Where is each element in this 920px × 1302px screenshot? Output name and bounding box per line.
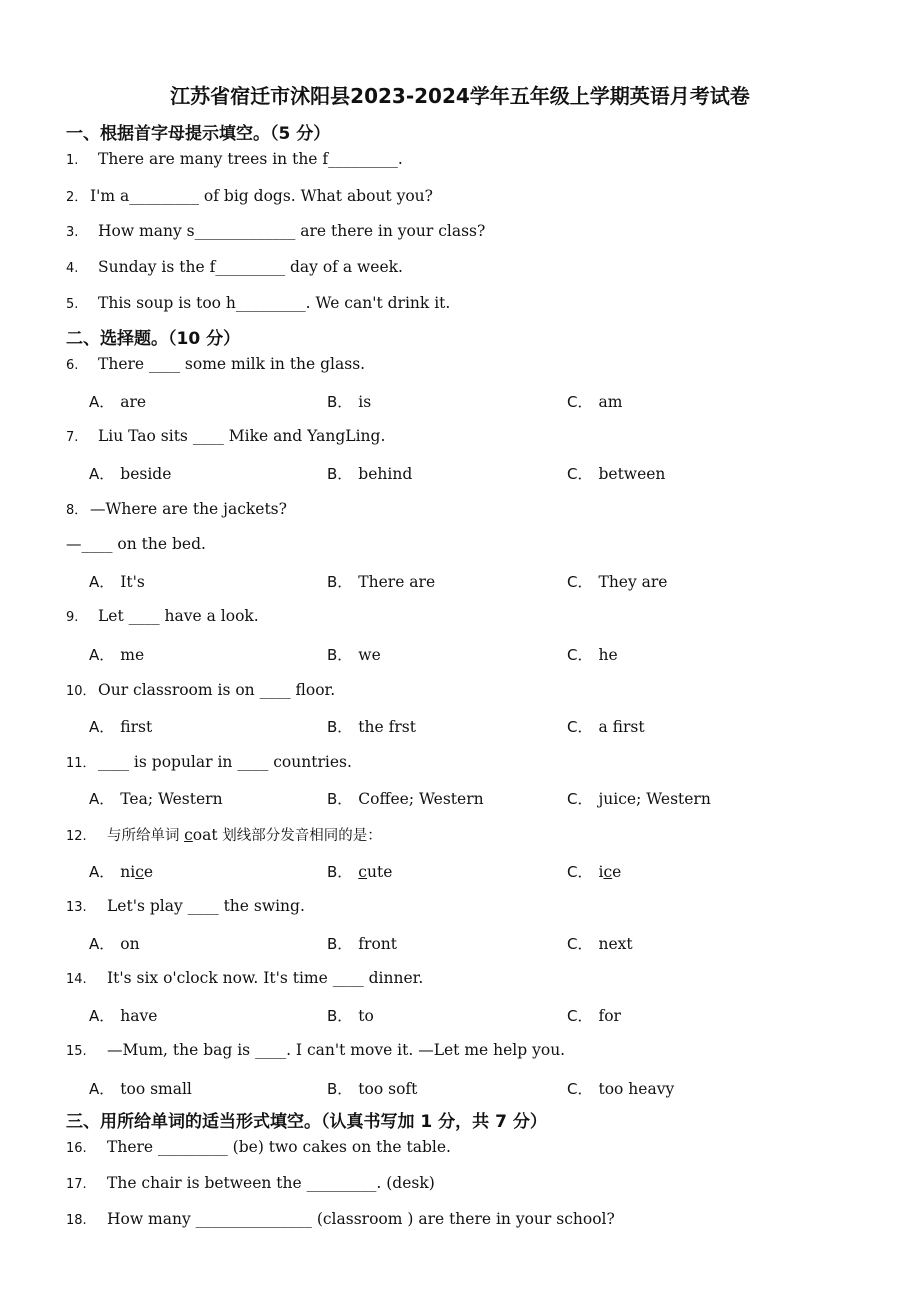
question-text: ____ is popular in ____ countries. — [98, 753, 352, 771]
option-c[interactable] — [567, 644, 618, 665]
question-number: 9. — [66, 610, 79, 625]
question-11 — [66, 752, 352, 771]
question-15 — [66, 1041, 565, 1059]
question-number: 8． — [66, 503, 88, 518]
question-16 — [66, 1138, 451, 1156]
option-letter: B． — [327, 863, 353, 881]
option-text: There are — [358, 573, 436, 591]
option-letter: B． — [327, 573, 353, 591]
option-b[interactable] — [327, 861, 392, 882]
question-8-reply: —____ on the bed. — [66, 535, 206, 553]
question-10 — [66, 680, 335, 699]
option-word-start: i — [598, 863, 604, 881]
option-a[interactable] — [89, 463, 171, 484]
option-c[interactable] — [567, 1005, 621, 1026]
question-number: 13. — [66, 900, 87, 915]
question-text-prefix: 与所给单词 — [107, 828, 185, 844]
option-word-end: e — [143, 863, 154, 881]
option-a[interactable] — [89, 861, 153, 882]
question-number: 7. — [66, 430, 79, 445]
option-letter: C． — [567, 790, 593, 808]
option-word-end: e — [612, 863, 622, 881]
option-letter: B． — [327, 1007, 353, 1025]
option-text: They are — [598, 573, 668, 591]
question-text: Liu Tao sits ____ Mike and YangLing. — [98, 427, 386, 445]
question-number: 5. — [66, 297, 79, 312]
question-text: How many _______________ (classroom ) are there in your school? — [107, 1210, 615, 1228]
option-a[interactable] — [89, 391, 146, 412]
option-text: juice; Western — [598, 790, 711, 808]
question-7 — [66, 427, 385, 445]
option-letter: A． — [89, 646, 115, 664]
option-letter: A． — [89, 863, 115, 881]
option-text: am — [598, 393, 623, 411]
option-c[interactable] — [567, 861, 621, 882]
question-1 — [66, 150, 403, 168]
underlined-letter: c — [184, 826, 193, 844]
option-letter: A． — [89, 573, 115, 591]
option-letter: C． — [567, 863, 593, 881]
question-number: 14. — [66, 972, 87, 987]
option-letter: B． — [327, 718, 353, 736]
option-text: It's — [120, 573, 145, 591]
question-18 — [66, 1210, 615, 1228]
option-text: the frst — [358, 718, 416, 736]
page-title: 江苏省宿迁市沭阳县2023-2024学年五年级上学期英语月考试卷 — [170, 84, 750, 108]
option-letter: A． — [89, 465, 115, 483]
option-text: beside — [120, 465, 172, 483]
question-number: 2． — [66, 190, 88, 205]
option-text: a first — [598, 718, 645, 736]
option-letter: B． — [327, 393, 353, 411]
option-text: we — [358, 646, 381, 664]
option-a[interactable] — [89, 933, 140, 954]
option-b[interactable] — [327, 1078, 417, 1099]
option-b[interactable] — [327, 644, 381, 665]
option-b[interactable] — [327, 716, 416, 737]
option-c[interactable] — [567, 788, 711, 809]
option-letter: C． — [567, 573, 593, 591]
option-text: to — [358, 1007, 374, 1025]
option-word-end: ute — [366, 863, 393, 881]
option-letter: A． — [89, 935, 115, 953]
option-b[interactable] — [327, 788, 484, 809]
option-word-start: ni — [120, 863, 136, 881]
option-a[interactable] — [89, 1005, 157, 1026]
option-letter: C． — [567, 718, 593, 736]
question-text: There _________ (be) two cakes on the table. — [107, 1138, 451, 1156]
option-text: next — [598, 935, 633, 953]
option-letter: C． — [567, 393, 593, 411]
question-4 — [66, 258, 403, 276]
option-letter: B． — [327, 790, 353, 808]
option-c[interactable] — [567, 1078, 674, 1099]
option-b[interactable] — [327, 391, 371, 412]
section-heading-3: 三、用所给单词的适当形式填空。（认真书写加 1 分，共 7 分） — [66, 1112, 547, 1132]
question-word-rest: oat — [192, 826, 218, 844]
option-b[interactable] — [327, 933, 397, 954]
option-letter: A． — [89, 790, 115, 808]
question-number: 6. — [66, 358, 79, 373]
question-text: The chair is between the _________. (desk) — [107, 1174, 435, 1192]
option-a[interactable] — [89, 644, 144, 665]
question-text: Let ____ have a look. — [98, 607, 259, 625]
question-number: 11． — [66, 756, 96, 771]
option-letter: B． — [327, 465, 353, 483]
question-number: 17. — [66, 1177, 87, 1192]
option-text: me — [120, 646, 145, 664]
option-text: Tea; Western — [120, 790, 223, 808]
option-c[interactable] — [567, 463, 665, 484]
option-text: for — [598, 1007, 621, 1025]
option-letter: C． — [567, 1080, 593, 1098]
option-b[interactable] — [327, 463, 412, 484]
option-letter: C． — [567, 646, 593, 664]
question-number: 4. — [66, 261, 79, 276]
option-b[interactable] — [327, 1005, 374, 1026]
question-text: Sunday is the f_________ day of a week. — [98, 258, 403, 276]
option-text: too small — [120, 1080, 192, 1098]
question-text: Our classroom is on ____ floor. — [98, 681, 336, 699]
question-text: How many s_____________ are there in your class? — [98, 222, 486, 240]
question-text: —Mum, the bag is ____. I can't move it. —Let me help you. — [107, 1041, 566, 1059]
question-12 — [66, 824, 382, 845]
question-number: 1. — [66, 153, 79, 168]
section-heading-2: 二、选择题。（10 分） — [66, 329, 241, 349]
option-letter: C． — [567, 935, 593, 953]
question-number: 10． — [66, 684, 96, 699]
option-a[interactable] — [89, 716, 152, 737]
option-letter: A． — [89, 1007, 115, 1025]
option-b[interactable] — [327, 571, 435, 592]
option-text: behind — [358, 465, 413, 483]
option-a[interactable] — [89, 1078, 192, 1099]
option-text: too heavy — [598, 1080, 675, 1098]
option-a[interactable] — [89, 571, 145, 592]
option-c[interactable] — [567, 571, 668, 592]
section-heading-1: 一、根据首字母提示填空。（5 分） — [66, 124, 331, 144]
underlined-letter: c — [603, 863, 613, 881]
question-14 — [66, 969, 423, 987]
option-letter: C． — [567, 1007, 593, 1025]
question-number: 3. — [66, 225, 79, 240]
option-text: on — [120, 935, 140, 953]
option-letter: A． — [89, 393, 115, 411]
question-text: Let's play ____ the swing. — [107, 897, 305, 915]
option-letter: B． — [327, 935, 353, 953]
underlined-letter: c — [358, 863, 367, 881]
option-letter: B． — [327, 646, 353, 664]
option-text: first — [120, 718, 153, 736]
question-text: It's six o'clock now. It's time ____ dinner. — [107, 969, 424, 987]
option-letter: A． — [89, 718, 115, 736]
option-letter: C． — [567, 465, 593, 483]
question-text: —Where are the jackets? — [90, 500, 287, 518]
question-text: This soup is too h_________. We can't drink it. — [98, 294, 451, 312]
question-text: There ____ some milk in the glass. — [98, 355, 366, 373]
question-3 — [66, 222, 485, 240]
question-9 — [66, 607, 259, 625]
question-17 — [66, 1174, 435, 1192]
question-number: 12. — [66, 829, 87, 844]
option-letter: A． — [89, 1080, 115, 1098]
option-text: have — [120, 1007, 158, 1025]
question-5 — [66, 294, 450, 312]
question-8 — [66, 499, 287, 518]
option-a[interactable] — [89, 788, 223, 809]
question-number: 16. — [66, 1141, 87, 1156]
question-text-suffix: 划线部分发音相同的是： — [217, 828, 382, 844]
question-number: 18. — [66, 1213, 87, 1228]
option-text: Coffee; Western — [358, 790, 484, 808]
option-c[interactable] — [567, 391, 622, 412]
option-text: he — [598, 646, 618, 664]
underlined-letter: c — [135, 863, 144, 881]
option-c[interactable] — [567, 933, 633, 954]
question-13 — [66, 897, 305, 915]
question-6 — [66, 355, 365, 373]
question-2 — [66, 186, 433, 205]
question-text: I'm a_________ of big dogs. What about you? — [90, 187, 433, 205]
question-text: There are many trees in the f_________. — [98, 150, 403, 168]
option-text: is — [358, 393, 372, 411]
question-number: 15. — [66, 1044, 87, 1059]
option-letter: B． — [327, 1080, 353, 1098]
option-text: too soft — [358, 1080, 418, 1098]
option-text: are — [120, 393, 147, 411]
option-text: front — [358, 935, 397, 953]
option-c[interactable] — [567, 716, 645, 737]
option-text: between — [598, 465, 666, 483]
